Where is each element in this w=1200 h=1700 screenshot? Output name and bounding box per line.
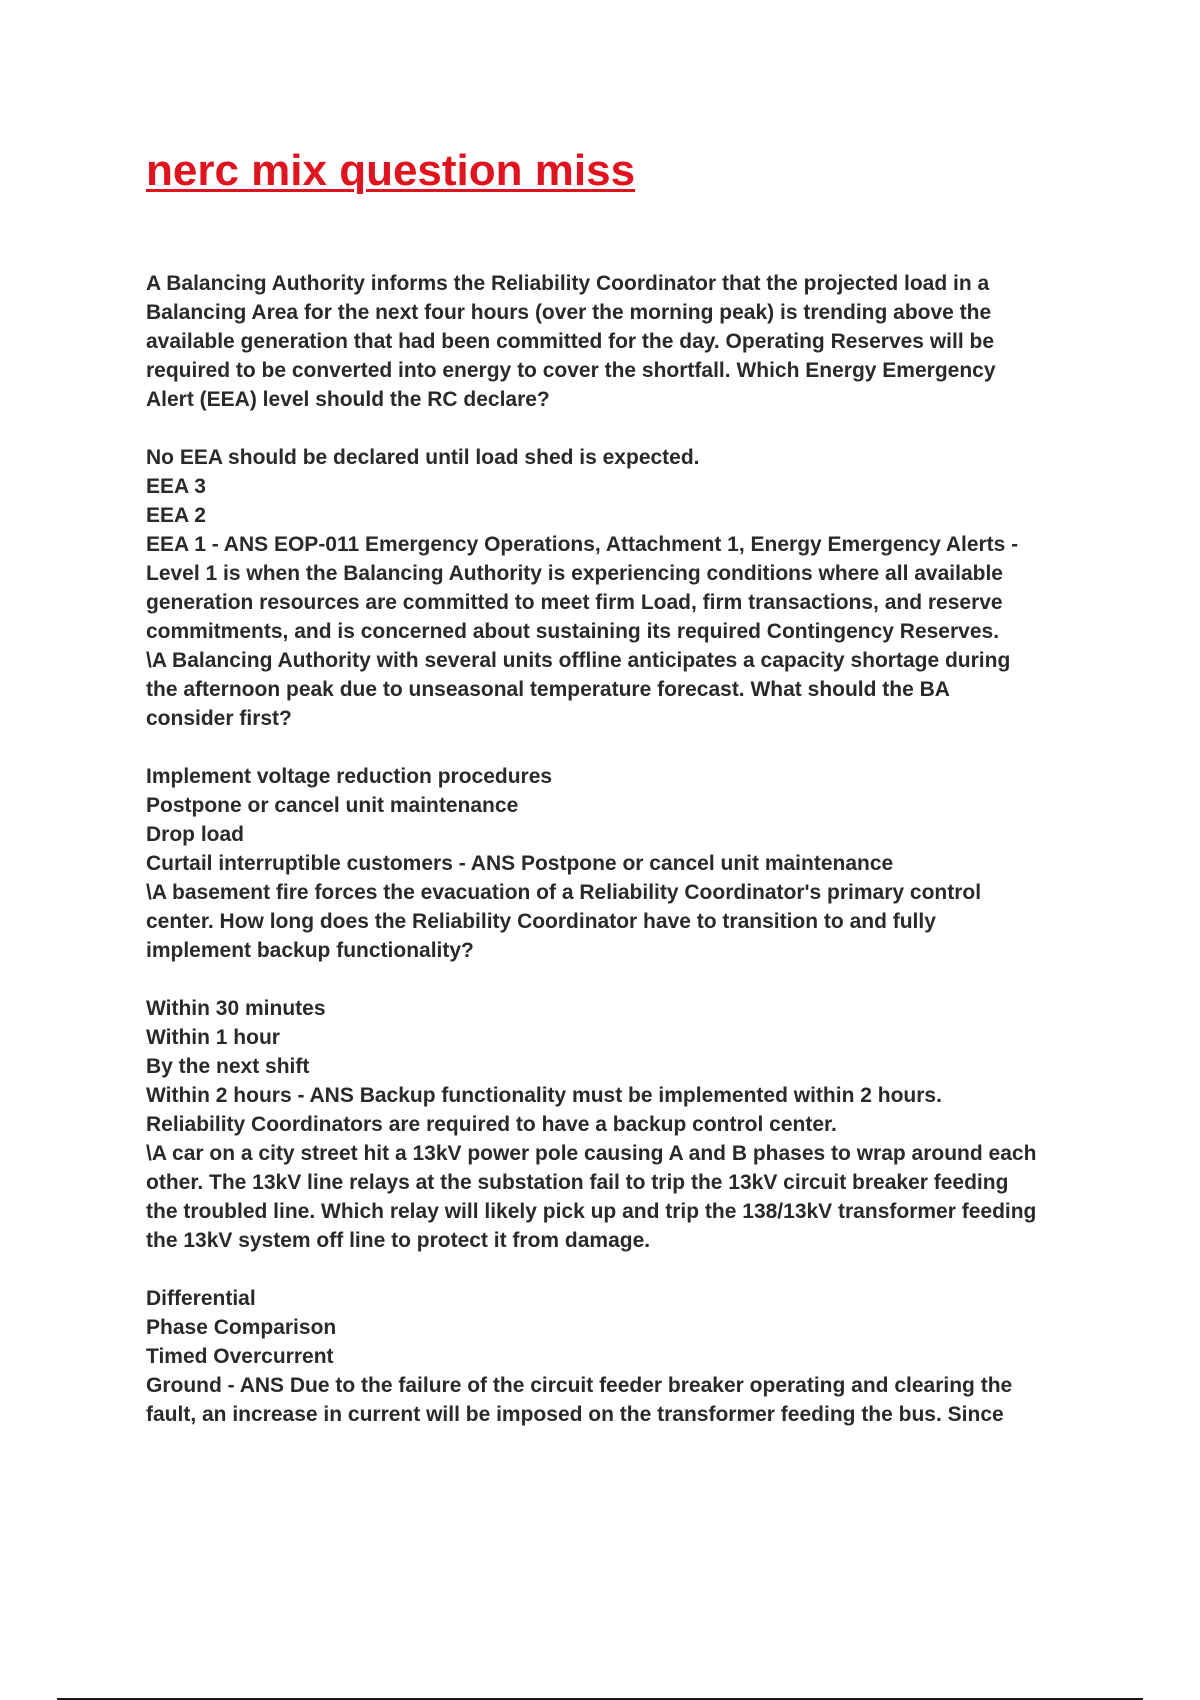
text-line: No EEA should be declared until load shed is expected. [146, 446, 700, 469]
text-line: Level 1 is when the Balancing Authority is experiencing conditions where all available [146, 562, 1003, 585]
text-line: Balancing Area for the next four hours (over the morning peak) is trending above the [146, 301, 992, 324]
text-line: generation resources are committed to meet firm Load, firm transactions, and reserve [146, 591, 1003, 614]
text-line: Drop load [146, 823, 244, 846]
text-line: Differential [146, 1287, 256, 1310]
text-line: the troubled line. Which relay will likely pick up and trip the 138/13kV transformer feeding [146, 1200, 1037, 1223]
text-line: implement backup functionality? [146, 939, 474, 962]
text-line: Ground - ANS Due to the failure of the circuit feeder breaker operating and clearing the [146, 1374, 1013, 1397]
text-line: fault, an increase in current will be imposed on the transformer feeding the bus. Since [146, 1403, 1004, 1426]
text-line: the afternoon peak due to unseasonal temperature forecast. What should the BA [146, 678, 950, 701]
text-line: Within 1 hour [146, 1026, 280, 1049]
text-line: \A car on a city street hit a 13kV power pole causing A and B phases to wrap around each [146, 1142, 1037, 1165]
text-line: EEA 3 [146, 475, 206, 498]
paragraph-gap [146, 1255, 1106, 1284]
text-line: \A basement fire forces the evacuation of a Reliability Coordinator's primary control [146, 881, 982, 904]
paragraph-gap [146, 733, 1106, 762]
text-line: Within 2 hours - ANS Backup functionality must be implemented within 2 hours. [146, 1084, 942, 1107]
text-line: Alert (EEA) level should the RC declare? [146, 388, 550, 411]
text-line: Timed Overcurrent [146, 1345, 334, 1368]
text-line: \A Balancing Authority with several units offline anticipates a capacity shortage during [146, 649, 1011, 672]
document-body [146, 269, 1106, 1429]
text-line: commitments, and is concerned about sustaining its required Contingency Reserves. [146, 620, 1000, 643]
text-line: EEA 1 - ANS EOP-011 Emergency Operations, Attachment 1, Energy Emergency Alerts - [146, 533, 1019, 556]
text-line: the 13kV system off line to protect it from damage. [146, 1229, 651, 1252]
text-line: Reliability Coordinators are required to have a backup control center. [146, 1113, 837, 1136]
paragraph-gap [146, 965, 1106, 994]
text-line: center. How long does the Reliability Coordinator have to transition to and fully [146, 910, 936, 933]
text-line: Within 30 minutes [146, 997, 326, 1020]
text-line: available generation that had been committed for the day. Operating Reserves will be [146, 330, 994, 353]
text-line: required to be converted into energy to cover the shortfall. Which Energy Emergency [146, 359, 996, 382]
text-line: EEA 2 [146, 504, 206, 527]
document-title: nerc mix question miss [146, 146, 636, 195]
text-line: Curtail interruptible customers - ANS Postpone or cancel unit maintenance [146, 852, 894, 875]
text-line: A Balancing Authority informs the Reliability Coordinator that the projected load in a [146, 272, 990, 295]
text-line: Postpone or cancel unit maintenance [146, 794, 519, 817]
text-line: other. The 13kV line relays at the substation fail to trip the 13kV circuit breaker feeding [146, 1171, 1009, 1194]
text-line: Phase Comparison [146, 1316, 337, 1339]
text-line: Implement voltage reduction procedures [146, 765, 553, 788]
text-line: By the next shift [146, 1055, 310, 1078]
paragraph-gap [146, 414, 1106, 443]
text-line: consider first? [146, 707, 292, 730]
